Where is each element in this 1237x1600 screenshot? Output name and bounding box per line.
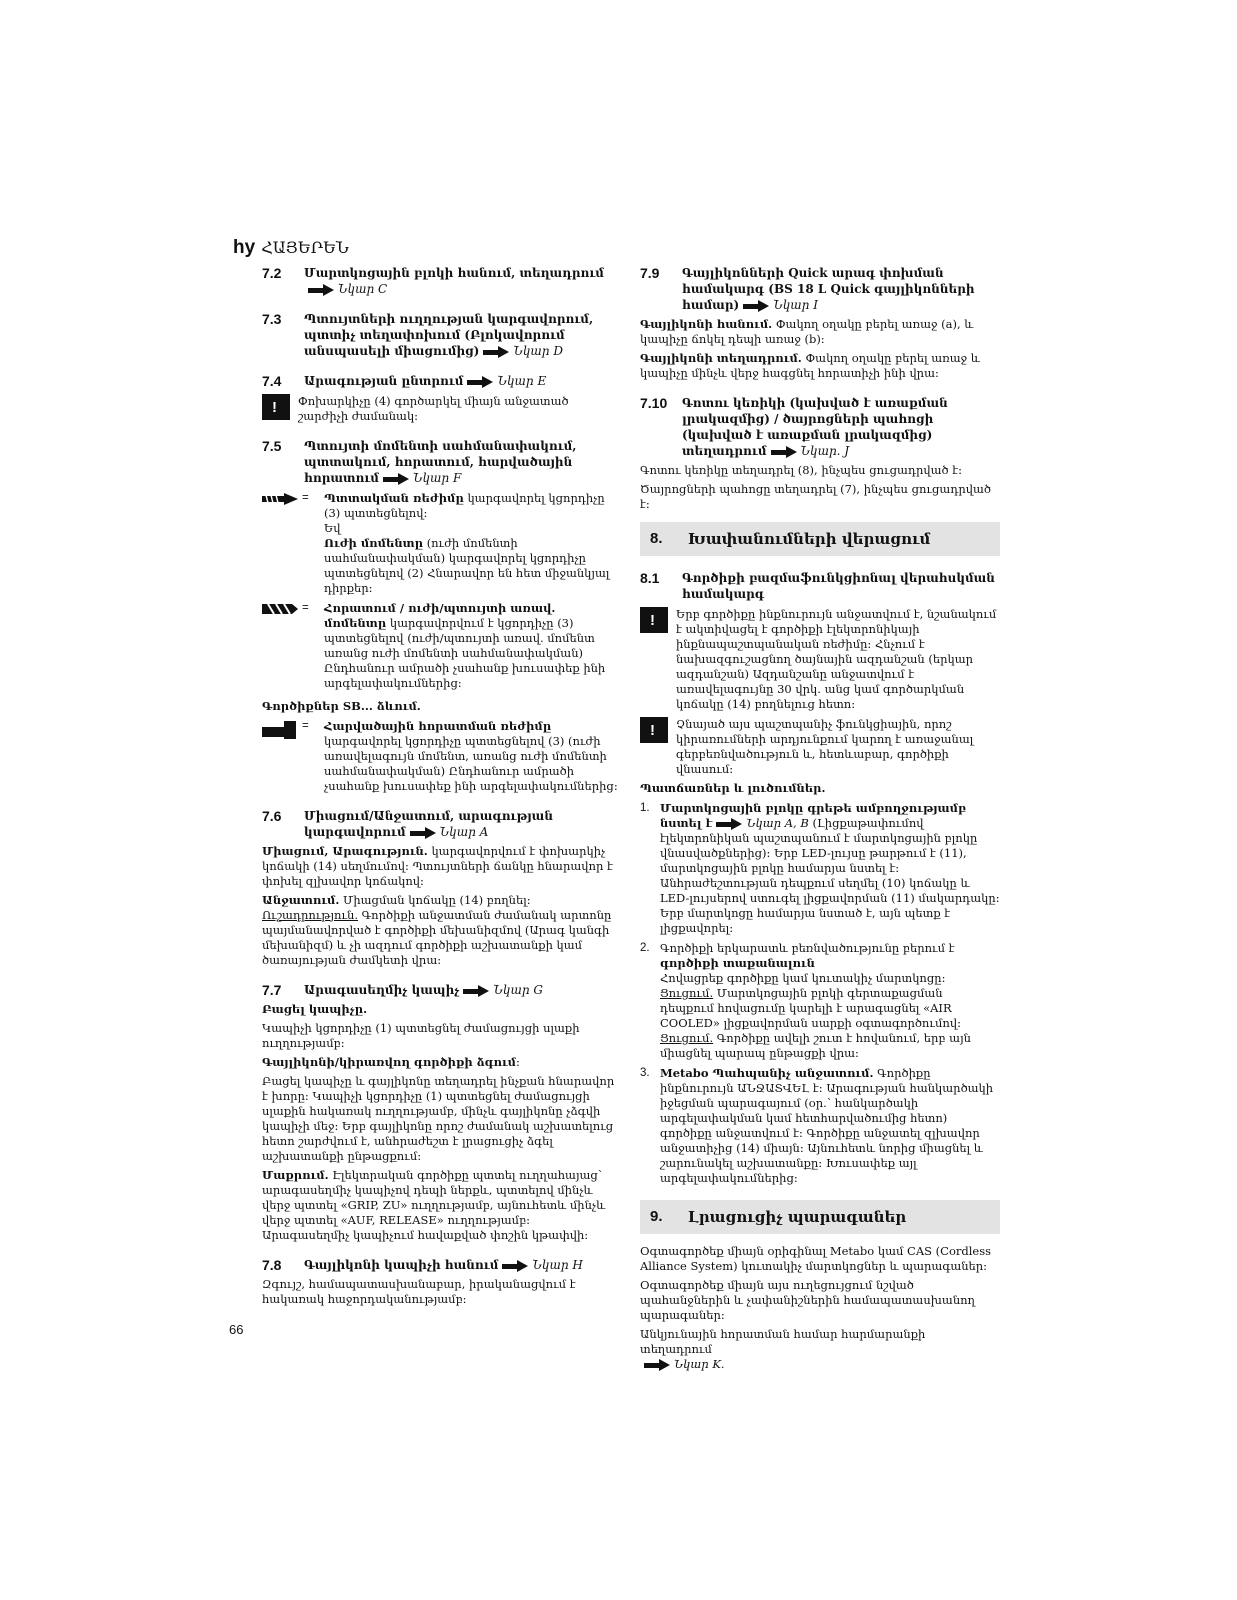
- paragraph: Օգտագործեք միայն այս ուղեցույցում նշված պահանջներին և չափանիշներին համապատասխանող պարագաներ։: [640, 1278, 975, 1322]
- section-7-3-heading: 7.3 Պտույտների ուղղության կարգավորում, պտտիչ տեղափոխում (Բլոկավորում անսպասելի միացումից) Նկար D: [262, 311, 594, 358]
- paragraph: Միացում, Արագություն. կարգավորվում է փոխարկիչ կոճակի (14) սեղմումով։ Պտույտների ճանկը հնարավոր է փոխել զլխավոր կոճակով։: [262, 844, 613, 888]
- chapter-title: Լրացուցիչ պարագաներ: [688, 1208, 907, 1226]
- chapter-8-heading: 8. Խափանումների վերացում: [640, 522, 1000, 556]
- figure-ref: Նկար G: [493, 983, 543, 997]
- drill-bit-icon: [262, 601, 302, 617]
- hammer-drill-icon: [262, 719, 302, 735]
- arrow-right-icon: [644, 1360, 670, 1370]
- paragraph: Ծայրոցների պահոցը տեղադրել (7), ինչպես ցուցադրված է։: [640, 482, 991, 511]
- right-column: [640, 265, 1000, 1372]
- figure-ref: Նկար K.: [674, 1357, 725, 1371]
- page-number: 66: [229, 1322, 244, 1337]
- paragraph: Մաքրում. Էլեկտրական գործիքը պտտել ուղղահայաց՝ արագասեղմիչ կապիչով դեպի ներքև, պտտելով մինչև վերջ պտտել «GRIP, ZU» ուղղությամբ, այնուհետև մինչև վերջ պտտել «AUF, RELEASE» ուղղությամբ։ Արագասեղմիչ կապիչում հավաքված փոշին կթափվի։: [262, 1168, 606, 1242]
- warning-block: ! Երբ գործիքը ինքնուրույն անջատվում է, նշանակում է ակտիվացել է գործիքի էլեկտրոնիկայի ինքնապաշտպանական ռեժիմը։ Հնչում է նախազգուշացնող ծայնային ազդանշան (երկար ազդանշան) Ազդանշանը անջատվում է առավելագույնը 30 վրկ. անց կամ գործարկման կոճակը (14) բողնելուց հետո։: [640, 607, 1000, 712]
- list-item: 2. Գործիքի երկարատև բեռնվածությունը բերում է գործիքի տաքանալուն Հովացրեք գործիքը կամ կուտակիչ մարտկոցը։ Ցուցում. Մարտկոցային բլոկի գերտաքացման դեպքում հովացումը կարելի է արագացնել «AIR COOLED» լիցքավորման սարքի օգտագործումով։ Ցուցում. Գործիքը ավելի շուտ է հովանում, երբ այն միացնել պարապ ընթացքի վրա։: [640, 941, 971, 1060]
- drill-mode-item: = Հորատում / ուժի/պտույտի առավ. մոմենտը կարգավորվում է կցորդիչը (3) պտտեցնելով (ուժի/պտույտի առավ. մոմենտ առանց ուժի մոմենտի սահմանափակման) Ընդհանուր ամրածի չսահանք խուսափեք ինի արգելափակումներից։: [262, 601, 620, 691]
- figure-ref: Նկար D: [513, 344, 563, 358]
- left-column: [262, 265, 620, 1307]
- arrow-right-icon: [502, 1261, 528, 1271]
- section-7-9-heading: 7.9 Գայլիկոնների Quick արագ փոխման համակարգ (BS 18 L Quick գայլիկոնների համար) Նկար I: [640, 265, 975, 312]
- section-title: Մարտկոցային բլոկի հանում, տեղադրում: [304, 266, 604, 280]
- paragraph: Գայլիկոնի տեղադրում. Փակող օղակը բերել առաջ և կապիչը մինչև վերջ հագցնել հորատիչի ինի վրա։: [640, 351, 980, 380]
- subheading: Գայլիկոնի/կիրառվող գործիքի ձգում։: [262, 1055, 520, 1069]
- figure-ref: Նկար C: [338, 282, 388, 296]
- warning-block: ! Չնայած այս պաշտպանիչ ֆունկցիային, որոշ կիրառումների արդյունքում կարող է առաջանալ գերբեռնվածություն և, հետևաբար, գործիքի վնասում։: [640, 717, 1000, 777]
- hammer-mode-item: = Հարվածային հորատման ռեժիմը կարգավորել կցորդիչը պտտեցնելով (3) (ուժի առավելագույն մոմենտ, առանց ուժի մոմենտի սահմանափակման) Ընդհանուր ամրածի չսահանք խուսափեք ինի արգելափակումներից։: [262, 719, 620, 794]
- paragraph: Գայլիկոնի հանում. Փակող օղակը բերել առաջ (a), և կապիչը ճոկել դեպի առաջ (b)։: [640, 317, 974, 346]
- section-7-5-heading: 7.5 Պտույտի մոմենտի սահմանափակում, պտտակում, հորատում, հարվածային հորատում Նկար F: [262, 438, 577, 485]
- paragraph: Բացել կապիչը և գայլիկոնը տեղադրել ինչքան հնարավոր է խորը։ Կապիչի կցորդիչը (1) պտտեցնել ժամացույցի սլաքին հակառակ ուղղությամբ, մինչև գայլիկոնը չձգվի կապիչի մեջ։ Երբ գայլիկոնը որոշ ժամանակ աշխատելուց հետո շարժվում է, անհրաժեշտ է լրացուցիչ ձգել աշխատանքի ընթացքում։: [262, 1074, 615, 1163]
- arrow-right-icon: [467, 377, 493, 387]
- section-title: Միացում/Անջատում, արագության կարգավորում: [304, 809, 553, 839]
- paragraph: Զգույշ, համապատասխանաբար, իրականացվում է հակառակ հաջորդականությամբ։: [262, 1277, 576, 1306]
- section-title: Արագության ընտրում: [304, 374, 464, 388]
- warning-icon: [262, 394, 292, 420]
- arrow-right-icon: [743, 301, 769, 311]
- section-8-1-heading: 8.1 Գործիքի բազմաֆունկցիոնալ վերահսկման համակարգ: [640, 570, 995, 601]
- paragraph: Անկյունային հորատման համար հարմարանքի տեղադրում Նկար K.: [640, 1327, 926, 1371]
- paragraph: Կապիչի կցորդիչը (1) պտտեցնել ժամացույցի սլաքի ուղղությամբ։: [262, 1021, 580, 1050]
- section-title: Գայլիկոնի կապիչի հանում: [304, 1258, 499, 1272]
- section-title: Պտույտների ուղղության կարգավորում, պտտիչ տեղափոխում (Բլոկավորում անսպասելի միացումից): [304, 312, 594, 358]
- chapter-9-heading: 9. Լրացուցիչ պարագաներ: [640, 1200, 1000, 1234]
- figure-ref: Նկար H: [532, 1258, 583, 1272]
- section-7-8-heading: 7.8 Գայլիկոնի կապիչի հանում Նկար H: [262, 1257, 583, 1273]
- language-code: hy: [233, 237, 256, 258]
- figure-ref: Նկար A: [439, 825, 489, 839]
- warning-icon: [640, 717, 670, 743]
- section-title: Գոտու կեռիկի (կախված է առաքման լրակազմից) / ծայրոցների պահոցի (կախված է առաքման լրակազմից) տեղադրում: [682, 396, 948, 458]
- section-7-7-heading: 7.7 Արագասեղմիչ կապիչ Նկար G: [262, 982, 543, 998]
- arrow-right-icon: [383, 474, 409, 484]
- section-7-4-heading: 7.4 Արագության ընտրում Նկար E: [262, 373, 547, 389]
- language-name: ՀԱՅԵՐԵՆ: [261, 238, 349, 257]
- paragraph: Գոտու կեռիկը տեղադրել (8), ինչպես ցուցադրված է։: [640, 463, 962, 477]
- sb-tools-heading: Գործիքներ SB... ձևում.: [262, 699, 421, 713]
- section-7-2-heading: 7.2 Մարտկոցային բլոկի հանում, տեղադրում Նկար C: [262, 265, 604, 296]
- section-title: Արագասեղմիչ կապիչ: [304, 983, 460, 997]
- section-7-10-heading: 7.10 Գոտու կեռիկի (կախված է առաքման լրակազմից) / ծայրոցների պահոցի (կախված է առաքման լրակազմից) տեղադրում Նկար. J: [640, 395, 948, 458]
- figure-ref: Նկար F: [412, 471, 462, 485]
- subheading: Բացել կապիչը.: [262, 1002, 368, 1016]
- figure-ref: Նկար E: [497, 374, 547, 388]
- arrow-right-icon: [716, 819, 742, 829]
- screwdriver-icon: [262, 491, 302, 507]
- arrow-right-icon: [308, 285, 334, 295]
- figure-ref: Նկար I: [773, 298, 818, 312]
- arrow-right-icon: [771, 447, 797, 457]
- arrow-right-icon: [483, 347, 509, 357]
- subheading: Պատճառներ և լուծումներ.: [640, 781, 826, 795]
- figure-ref: Նկար. J: [800, 444, 850, 458]
- list-item: 1. Մարտկոցային բլոկը գրեթե ամբողջությամբ նստել է Նկար A, B (Լիցքաթափումով էլեկտրոնիկան պաշտպանում է մարտկոցային բլոկը վնասվածքներից)։ Երբ LED-լույսը թարթում է (11), մարտկոցային բլոկը համարյա նստել է։ Անհրաժեշտության դեպքում սեղմել (10) կոճակը և LED-լույսերով ստուգել լիցքավորման (11) մակարդակը։ Երբ մարտկոցը համարյա նստած է, այն պետք է լիցքավորել։: [640, 801, 1000, 935]
- warning-icon: [640, 607, 670, 633]
- list-item: 3. Metabo Պահպանիչ անջատում. Գործիքը ինքնուրույն ԱՆՋԱՏՎԵԼ է։ Արագության հանկարծակի իջեցման պարագայում (օր.՝ հանկարծակի արգելափակման կամ հետհարվածումից հետո) գործիքը անջատվում է։ Գործիքը անջատել զլխավոր անջատիչից (14) միայն։ Այնուհետև նորից միացնել և շարունակել աշխատանքը։ Խուսափեք այլ արգելափակումներից։: [640, 1066, 994, 1185]
- warning-block: ! Փոխարկիչը (4) գործարկել միայն անջատած շարժիչի ժամանակ։: [262, 394, 620, 424]
- page-header: [233, 236, 349, 259]
- screw-mode-item: = Պտտակման ռեժիմը կարգավորել կցորդիչը (3) պտտեցնելով։ Եվ Ուժի մոմենտը (ուժի մոմենտի սահմանափակման) կարգավորել կցորդիչը պտտեցնելով (2) Հնարավոր են հետ միջանկյալ դիրքեր։: [262, 491, 620, 596]
- paragraph: Անջատում. Միացման կոճակը (14) բողնել։ Ուշադրություն. Գործիքի անջատման ժամանակ արտոնը պայմանավորված է գործիքի մեխանիզմով (Արագ կանգի մեխանիզմ) և չի ազդում գործիքի աշխատանքի կամ ծառայության ժամկետի վրա։: [262, 893, 612, 967]
- section-7-6-heading: 7.6 Միացում/Անջատում, արագության կարգավորում Նկար A: [262, 808, 553, 839]
- paragraph: Օգտագործեք միայն օրիգինալ Metabo կամ CAS (Cordless Alliance System) կուտակիչ մարտկոցներ և պարագաներ։: [640, 1244, 992, 1273]
- section-title: Գայլիկոնների Quick արագ փոխման համակարգ (BS 18 L Quick գայլիկոնների համար): [682, 266, 975, 312]
- arrow-right-icon: [410, 828, 436, 838]
- arrow-right-icon: [463, 986, 489, 996]
- section-title: Պտույտի մոմենտի սահմանափակում, պտտակում, հորատում, հարվածային հորատում: [304, 439, 577, 485]
- chapter-title: Խափանումների վերացում: [688, 530, 931, 548]
